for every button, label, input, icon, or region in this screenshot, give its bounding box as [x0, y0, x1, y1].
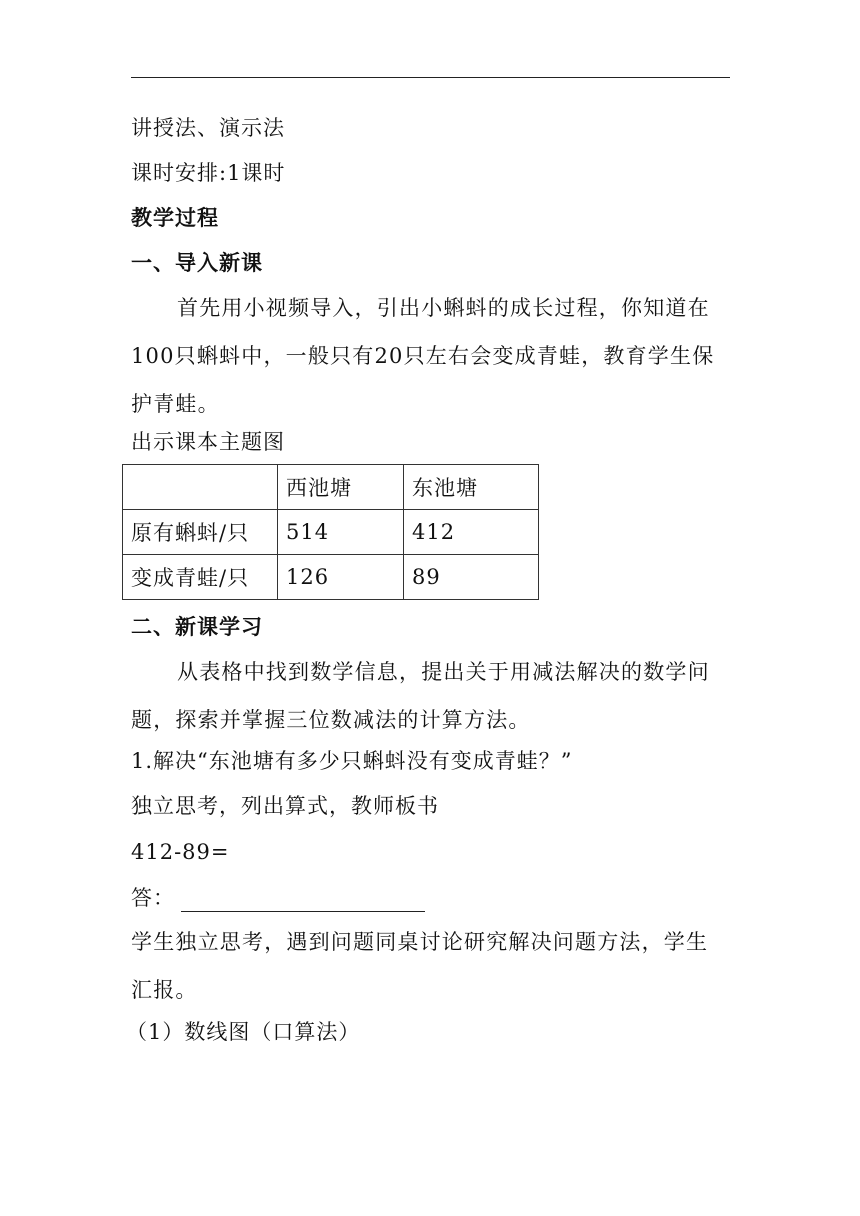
method-1: （1）数线图（口算法） — [126, 1020, 361, 1044]
table-cell: 89 — [404, 555, 539, 600]
pond-table — [122, 464, 539, 600]
table-row — [123, 510, 539, 555]
table-cell: 东池塘 — [404, 465, 539, 510]
process-heading: 教学过程 — [131, 205, 219, 230]
schedule: 课时安排:1课时 — [131, 161, 286, 185]
show-image-text: 出示课本主题图 — [131, 430, 285, 454]
table-cell: 变成青蛙/只 — [123, 555, 278, 600]
student-paragraph: 学生独立思考，遇到问题同桌讨论研究解决问题方法，学生汇报。 — [131, 930, 709, 1002]
equation: 412-89= — [131, 840, 230, 864]
section2-heading: 二、新课学习 — [131, 614, 263, 639]
section1-paragraph: 首先用小视频导入，引出小蝌蚪的成长过程，你知道在100只蝌蚪中，一般只有20只左右会变成青蛙，教育学生保护青蛙。 — [131, 296, 715, 416]
table-cell — [123, 465, 278, 510]
table-cell: 126 — [278, 555, 404, 600]
table-header-row — [123, 465, 539, 510]
table-cell: 412 — [404, 510, 539, 555]
answer-blank — [181, 889, 425, 912]
table-row — [123, 555, 539, 600]
section1-heading: 一、导入新课 — [131, 250, 263, 275]
section2-paragraph: 从表格中找到数学信息，提出关于用减法解决的数学问题，探索并掌握三位数减法的计算方法。 — [131, 660, 710, 732]
instruction: 独立思考，列出算式，教师板书 — [131, 794, 439, 818]
table-cell: 原有蝌蚪/只 — [123, 510, 278, 555]
answer-label: 答： — [131, 886, 175, 910]
table-cell: 西池塘 — [278, 465, 404, 510]
teaching-method: 讲授法、演示法 — [131, 116, 285, 140]
header-rule — [131, 77, 730, 78]
answer-line — [131, 884, 425, 912]
table-cell: 514 — [278, 510, 404, 555]
question-1: 1.解决“东池塘有多少只蝌蚪没有变成青蛙？” — [131, 749, 573, 773]
